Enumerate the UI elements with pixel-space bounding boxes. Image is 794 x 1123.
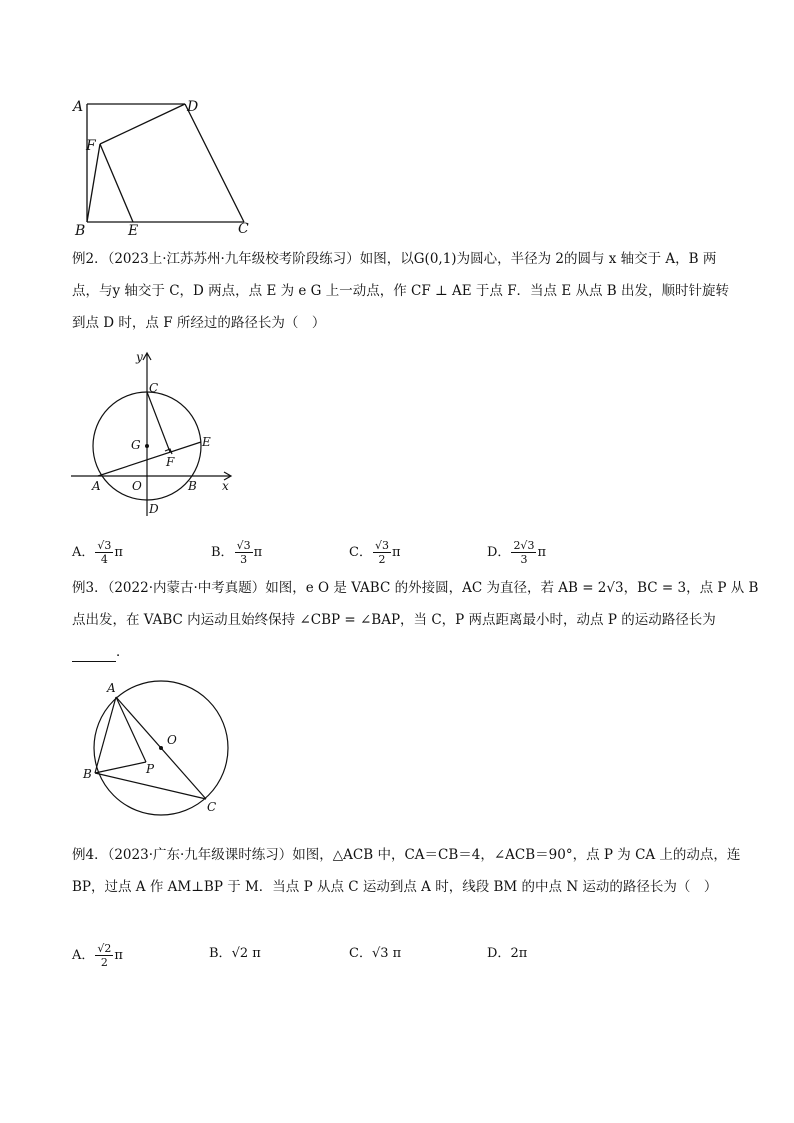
ex4-line-2: BP，过点 A 作 AM⊥BP 于 M．当点 P 从点 C 运动到点 A 时，线段 BM 的中点 N 运动的路径长为（ ） [72,879,718,895]
label-f: F [86,138,96,154]
ex2-line-3: 到点 D 时，点 F 所经过的路径长为（ ） [72,315,326,331]
ex4-line-1: 例4．（2023·广东·九年级课时练习）如图，△ACB 中，CA＝CB＝4，∠ACB＝90°，点 P 为 CA 上的动点，连 [72,847,741,863]
label-f: F [166,455,175,469]
figure-circle-axes [68,348,243,520]
label-c: C [238,221,249,237]
segment-ap [116,697,146,762]
label-e: E [128,223,139,239]
label-a: A [73,99,84,115]
ex4-option-b: B．√2 π [209,946,261,961]
label-a: A [107,681,116,695]
figure-quadrilateral [70,95,260,240]
label-o: O [132,479,142,493]
segment-fe [100,144,133,222]
segment-ae [98,442,201,476]
label-b: B [188,479,197,493]
ex4-option-d: D．2π [487,946,528,961]
ex2-option-a: A． $\frac{√3}{4}$ π [72,539,123,566]
segment-dc [185,104,244,222]
ex4-option-a: A． $\frac{√2}{2}$ π [72,942,123,969]
label-b: B [83,767,92,781]
label-x: x [222,479,229,493]
label-p: P [146,762,155,776]
label-o: O [167,733,177,747]
segment-ab [95,697,116,773]
segment-fd [100,104,185,144]
segment-cf [147,392,170,452]
label-d: D [149,502,159,516]
label-c: C [149,381,159,395]
label-e: E [202,435,211,449]
figure-circumcircle [78,675,236,817]
center-dot-g [145,444,149,448]
label-c: C [207,800,217,814]
answer-blank [72,647,116,662]
center-dot-o [159,746,163,750]
segment-fb [87,144,100,222]
ex3-line-3: ． [72,642,732,662]
segment-bc [95,773,206,799]
ex2-line-1: 例2．（2023上·江苏苏州·九年级校考阶段练习）如图，以G(0,1)为圆心，半径为 2的圆与 x 轴交于 A，B 两 [72,251,717,267]
label-y: y [136,350,143,364]
ex2-line-2: 点，与y 轴交于 C，D 两点，点 E 为 e G 上一动点，作 CF ⊥ AE 于点 F．当点 E 从点 B 出发，顺时针旋转 [72,283,729,299]
label-g: G [131,438,141,452]
ex3-line-1: 例3．（2022·内蒙古·中考真题）如图，e O 是 VABC 的外接圆，AC 为直径，若 AB = 2√3，BC = 3，点 P 从 B [72,580,759,596]
label-d: D [187,99,199,115]
ex4-option-c: C．√3 π [349,946,402,961]
segment-bp [95,762,146,773]
ex3-line-2: 点出发，在 VABC 内运动且始终保持 ∠CBP = ∠BAP，当 C，P 两点距离最小时，动点 P 的运动路径长为 [72,612,716,628]
label-a: A [92,479,101,493]
ex2-option-b: B． $\frac{√3}{3}$ π [211,539,263,566]
ex2-option-d: D． $\frac{2√3}{3}$ π [487,539,546,566]
ex2-option-c: C． $\frac{√3}{2}$ π [349,539,401,566]
label-b: B [75,223,86,239]
